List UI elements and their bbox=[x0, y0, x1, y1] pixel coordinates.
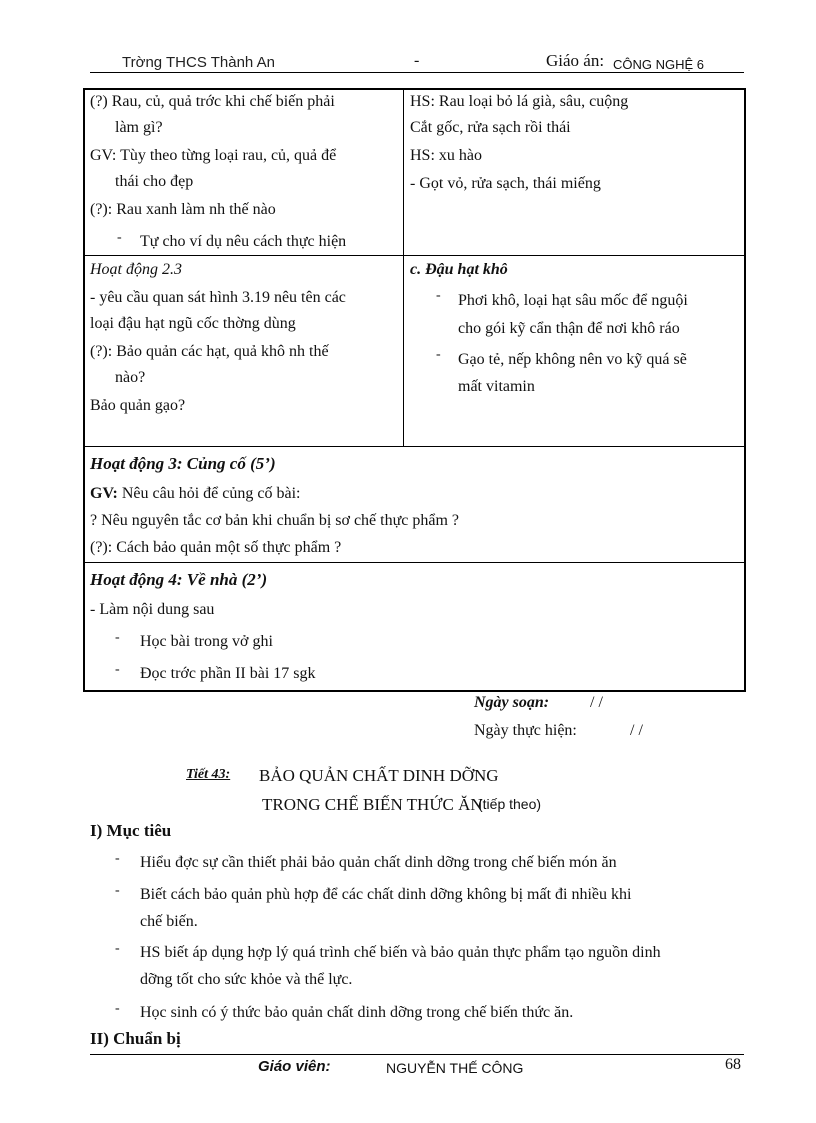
cell-text: Phơi khô, loại hạt sâu mốc để nguội bbox=[458, 292, 688, 309]
footer-rule bbox=[90, 1054, 744, 1055]
header-subject: CÔNG NGHỆ 6 bbox=[613, 57, 705, 72]
bullet-dash: - bbox=[115, 851, 120, 866]
bullet-dash: - bbox=[436, 288, 441, 303]
cell-text: ? Nêu nguyên tắc cơ bản khi chuẩn bị sơ chế thực phẩm ? bbox=[90, 512, 460, 529]
activity-3-title: Hoạt động 3: Củng cố (5 bbox=[90, 454, 265, 473]
bullet-dash: - bbox=[115, 941, 120, 956]
header-separator: - bbox=[414, 52, 420, 69]
cell-text: - yêu cầu quan sát hình 3.19 nêu tên các bbox=[90, 289, 346, 306]
cell-text: thái cho đẹp bbox=[115, 173, 194, 190]
cell-text: - Gọt vỏ, rửa sạch, thái miếng bbox=[410, 175, 601, 192]
cell-text: (?) Rau, củ, quả trớc khi chế biến phải bbox=[90, 93, 335, 110]
muc-tieu-heading: I) Mục tiêu bbox=[90, 821, 172, 840]
footer-teacher-name: NGUYỄN THẾ CÔNG bbox=[386, 1060, 524, 1076]
cell-text: Cắt gốc, rửa sạch rồi thái bbox=[410, 119, 571, 136]
objective-item: chế biến. bbox=[140, 913, 198, 930]
cell-text: (?): Bảo quản các hạt, quả khô nh thế bbox=[90, 343, 329, 360]
cell-text: (?): Cách bảo quản một số thực phẩm ? bbox=[90, 539, 342, 556]
cell-text: cho gói kỹ cẩn thận để nơi khô ráo bbox=[458, 320, 680, 337]
cell-text: (?): Rau xanh làm nh thế nào bbox=[90, 201, 276, 218]
objective-item: HS biết áp dụng hợp lý quá trình chế biến và bảo quản thực phẩm tạo nguồn dinh bbox=[140, 944, 661, 961]
objective-item: dỡng tốt cho sức khỏe và thể lực. bbox=[140, 971, 353, 988]
cell-text: Gạo tẻ, nếp không nên vo kỹ quá sẽ bbox=[458, 351, 687, 368]
page-number: 68 bbox=[725, 1056, 741, 1073]
cell-text: Đọc trớc phần II bài 17 sgk bbox=[140, 665, 316, 682]
header-school: Trờng THCS Thành An bbox=[122, 54, 275, 71]
row-divider-3 bbox=[84, 562, 744, 563]
objective-item: Hiểu đợc sự cần thiết phải bảo quản chất dinh dỡng trong chế biến món ăn bbox=[140, 854, 617, 871]
cell-text: HS: Rau loại bỏ lá già, sâu, cuộng bbox=[410, 93, 629, 110]
activity-4-duration: ’) bbox=[255, 570, 268, 589]
objective-item: Học sinh có ý thức bảo quản chất dinh dỡng trong chế biến thức ăn. bbox=[140, 1004, 574, 1021]
lesson-title-1: BẢO QUẢN CHẤT DINH DỠNG bbox=[259, 766, 499, 785]
lesson-continued: (tiếp theo) bbox=[478, 796, 542, 812]
column-divider bbox=[403, 89, 404, 446]
row-divider-2 bbox=[84, 446, 744, 447]
cell-text: Bảo quản gạo? bbox=[90, 397, 186, 414]
cell-text bbox=[90, 484, 300, 504]
cell-text: GV: Tùy theo từng loại rau, củ, quả để bbox=[90, 147, 337, 164]
bullet-dash: - bbox=[115, 883, 120, 898]
activity-4-title: Hoạt động 4: Về nhà (2 bbox=[90, 570, 256, 589]
objective-item: Biết cách bảo quản phù hợp để các chất dinh dỡng không bị mất đi nhiều khi bbox=[140, 886, 632, 903]
ngay-soan-label: Ngày soạn: bbox=[474, 694, 550, 711]
bullet-dash: - bbox=[117, 230, 122, 245]
header-rule bbox=[90, 72, 744, 73]
gv-text: Nêu câu hỏi để củng cố bài: bbox=[117, 485, 301, 502]
ngay-soan-value: / / bbox=[590, 694, 603, 711]
activity-heading: Hoạt động 2.3 bbox=[90, 261, 182, 278]
section-heading: c. Đậu hạt khô bbox=[410, 261, 508, 278]
gv-label: GV: bbox=[90, 485, 118, 502]
chuan-bi-heading: II) Chuẩn bị bbox=[90, 1029, 181, 1048]
bullet-dash: - bbox=[115, 1001, 120, 1016]
header-label: Giáo án: bbox=[546, 51, 605, 70]
bullet-dash: - bbox=[115, 662, 120, 677]
cell-text: nào? bbox=[115, 369, 146, 386]
cell-text: HS: xu hào bbox=[410, 147, 482, 164]
cell-text: Học bài trong vở ghi bbox=[140, 633, 273, 650]
ngay-thuc-hien-label: Ngày thực hiện: bbox=[474, 722, 577, 739]
cell-text: loại đậu hạt ngũ cốc thờng dùng bbox=[90, 315, 296, 332]
lesson-title-2: TRONG CHẾ BIẾN THỨC ĂN bbox=[262, 795, 483, 814]
activity-3-duration: ’) bbox=[264, 454, 276, 473]
bullet-dash: - bbox=[436, 347, 441, 362]
activity-3-heading bbox=[90, 454, 276, 474]
row-divider-1 bbox=[84, 255, 744, 256]
lesson-number: Tiết 43: bbox=[186, 767, 231, 782]
footer-label: Giáo viên: bbox=[258, 1058, 331, 1075]
cell-text: - Làm nội dung sau bbox=[90, 601, 215, 618]
cell-text: mất vitamin bbox=[458, 378, 535, 395]
cell-text: Tự cho ví dụ nêu cách thực hiện bbox=[140, 233, 347, 250]
cell-text: làm gì? bbox=[115, 119, 163, 136]
activity-4-heading bbox=[90, 570, 267, 590]
ngay-thuc-hien-value: / / bbox=[630, 722, 643, 739]
bullet-dash: - bbox=[115, 630, 120, 645]
